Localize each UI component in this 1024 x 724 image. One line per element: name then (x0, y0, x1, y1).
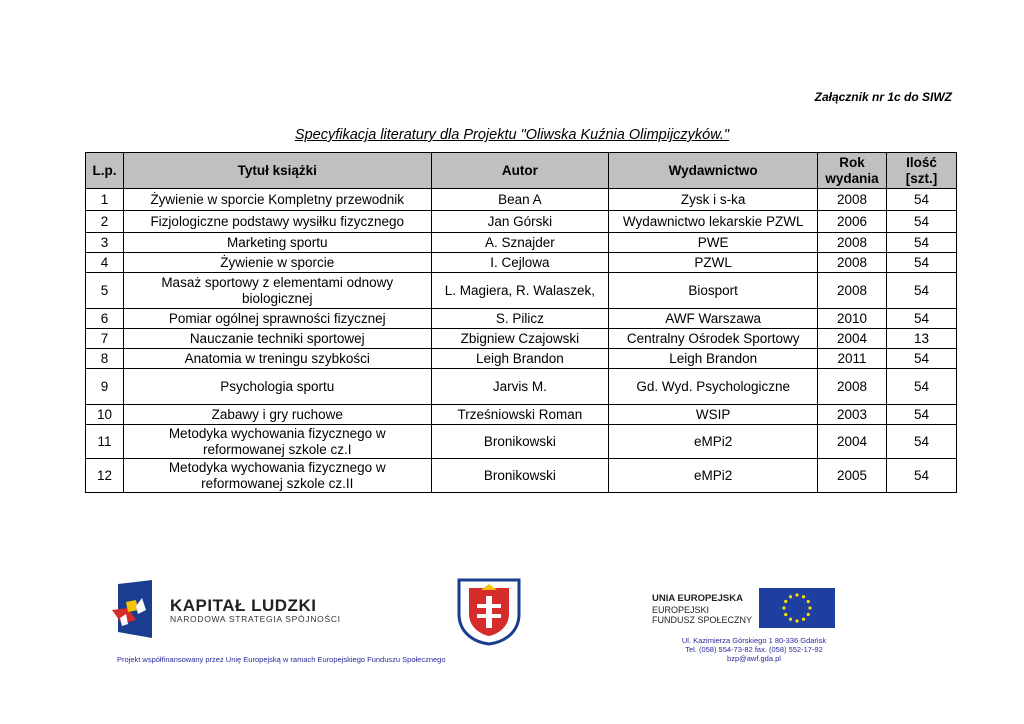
literature-table (85, 152, 957, 493)
kapital-ludzki-subtitle: NARODOWA STRATEGIA SPÓJNOŚCI (170, 614, 341, 624)
table-row (86, 349, 957, 369)
cell-year: 2011 (818, 349, 887, 369)
cell-title: Marketing sportu (123, 233, 431, 253)
table-row (86, 253, 957, 273)
cell-title: Metodyka wychowania fizycznego w reformowanej szkole cz.I (123, 425, 431, 459)
header-qty-line2: [szt.] (905, 170, 938, 186)
cell-author: Zbigniew Czajowski (431, 329, 609, 349)
cell-year: 2005 (818, 459, 887, 493)
cell-author: Trześniowski Roman (431, 405, 609, 425)
kapital-ludzki-name: KAPITAŁ LUDZKI (170, 596, 317, 615)
header-lp: L.p. (86, 153, 124, 189)
cell-title: Zabawy i gry ruchowe (123, 405, 431, 425)
cell-quantity: 13 (887, 329, 957, 349)
cell-title: Anatomia w treningu szybkości (123, 349, 431, 369)
cell-author: Jarvis M. (431, 369, 609, 405)
address-line-1: Ul. Kazimierza Górskiego 1 80-336 Gdańsk (681, 636, 827, 645)
table-row (86, 273, 957, 309)
cell-quantity: 54 (887, 405, 957, 425)
address-email: bzp@awf.gda.pl (727, 654, 781, 663)
eu-fund-label-1: EUROPEJSKI (652, 604, 710, 615)
header-year-line2: wydania (825, 170, 879, 186)
cell-publisher: Gd. Wyd. Psychologiczne (609, 369, 818, 405)
cell-year: 2004 (818, 425, 887, 459)
table-row (86, 459, 957, 493)
eu-star-icon (802, 595, 805, 598)
cell-author: L. Magiera, R. Walaszek, (431, 273, 609, 309)
header-author: Autor (431, 153, 609, 189)
table-row (86, 369, 957, 405)
cell-quantity: 54 (887, 309, 957, 329)
cell-quantity: 54 (887, 189, 957, 211)
cell-publisher: AWF Warszawa (609, 309, 818, 329)
cell-year: 2010 (818, 309, 887, 329)
cell-lp: 7 (86, 329, 124, 349)
eu-star-icon (802, 618, 805, 621)
eu-star-icon (808, 606, 811, 609)
table-row (86, 309, 957, 329)
cell-year: 2004 (818, 329, 887, 349)
eu-star-icon (784, 613, 787, 616)
address-line-2: Tel. (058) 554-73-82 fax. (058) 552-17-92 (685, 645, 823, 654)
cell-lp: 4 (86, 253, 124, 273)
header-publisher: Wydawnictwo (609, 153, 818, 189)
cell-publisher: WSIP (609, 405, 818, 425)
table-row (86, 405, 957, 425)
cell-lp: 5 (86, 273, 124, 309)
cell-quantity: 54 (887, 273, 957, 309)
eu-star-icon (807, 600, 810, 603)
header-year (818, 153, 887, 189)
cell-year: 2008 (818, 189, 887, 211)
cell-year: 2008 (818, 369, 887, 405)
table-row (86, 189, 957, 211)
cell-publisher: Biosport (609, 273, 818, 309)
cell-author: Bronikowski (431, 425, 609, 459)
cell-lp: 12 (86, 459, 124, 493)
cell-author: S. Pilicz (431, 309, 609, 329)
project-cofinancing-note: Projekt współfinansowany przez Unię Europejską w ramach Europejskiego Funduszu Społecznego (117, 655, 446, 664)
cell-publisher: eMPi2 (609, 425, 818, 459)
eu-star-icon (789, 595, 792, 598)
document-title: Specyfikacja literatury dla Projektu "Oliwska Kuźnia Olimpijczyków." (294, 127, 730, 143)
cell-quantity: 54 (887, 349, 957, 369)
cell-title: Żywienie w sporcie Kompletny przewodnik (123, 189, 431, 211)
eu-flag-icon (759, 588, 835, 628)
cell-quantity: 54 (887, 233, 957, 253)
cell-title: Pomiar ogólnej sprawności fizycznej (123, 309, 431, 329)
cell-lp: 9 (86, 369, 124, 405)
cell-publisher: Zysk i s-ka (609, 189, 818, 211)
cell-publisher: PWE (609, 233, 818, 253)
annex-label: Załącznik nr 1c do SIWZ (814, 90, 952, 104)
cell-title: Metodyka wychowania fizycznego w reformowanej szkole cz.II (123, 459, 431, 493)
cell-year: 2003 (818, 405, 887, 425)
cell-quantity: 54 (887, 369, 957, 405)
footer-logos (0, 570, 1024, 724)
cell-title: Psychologia sportu (123, 369, 431, 405)
header-qty-line1: Ilość (906, 154, 937, 170)
table-row (86, 329, 957, 349)
eu-star-icon (784, 600, 787, 603)
cell-publisher: PZWL (609, 253, 818, 273)
cell-author: Bean A (431, 189, 609, 211)
cell-year: 2006 (818, 211, 887, 233)
table-row (86, 211, 957, 233)
eu-star-icon (795, 593, 798, 596)
header-title: Tytuł książki (123, 153, 431, 189)
header-quantity (887, 153, 957, 189)
cell-author: Leigh Brandon (431, 349, 609, 369)
cell-year: 2008 (818, 273, 887, 309)
eu-star-icon (807, 613, 810, 616)
cell-publisher: eMPi2 (609, 459, 818, 493)
contact-address (668, 636, 840, 663)
table-header-row (86, 153, 957, 189)
cell-lp: 6 (86, 309, 124, 329)
eu-star-icon (789, 618, 792, 621)
cell-title: Masaż sportowy z elementami odnowy biologicznej (123, 273, 431, 309)
cell-lp: 8 (86, 349, 124, 369)
cell-author: A. Sznajder (431, 233, 609, 253)
cell-lp: 2 (86, 211, 124, 233)
cell-author: Bronikowski (431, 459, 609, 493)
cell-author: I. Cejlowa (431, 253, 609, 273)
eu-text (652, 594, 752, 626)
cell-lp: 10 (86, 405, 124, 425)
cell-quantity: 54 (887, 253, 957, 273)
cell-publisher: Wydawnictwo lekarskie PZWL (609, 211, 818, 233)
cell-publisher: Centralny Ośrodek Sportowy (609, 329, 818, 349)
cell-quantity: 54 (887, 211, 957, 233)
kapital-ludzki-logo-icon (112, 580, 160, 638)
eu-union-label: UNIA EUROPEJSKA (652, 593, 743, 604)
cell-year: 2008 (818, 253, 887, 273)
gdansk-awf-seal-icon (455, 574, 523, 646)
cell-quantity: 54 (887, 459, 957, 493)
cell-title: Fizjologiczne podstawy wysiłku fizycznego (123, 211, 431, 233)
cell-quantity: 54 (887, 425, 957, 459)
cell-title: Nauczanie techniki sportowej (123, 329, 431, 349)
cell-title: Żywienie w sporcie (123, 253, 431, 273)
cell-lp: 3 (86, 233, 124, 253)
eu-star-icon (795, 619, 798, 622)
eu-fund-label-2: FUNDUSZ SPOŁECZNY (652, 615, 753, 625)
cell-year: 2008 (818, 233, 887, 253)
cell-author: Jan Górski (431, 211, 609, 233)
table-row (86, 233, 957, 253)
cell-lp: 11 (86, 425, 124, 459)
cell-publisher: Leigh Brandon (609, 349, 818, 369)
cell-lp: 1 (86, 189, 124, 211)
table-row (86, 425, 957, 459)
eu-star-icon (782, 606, 785, 609)
header-year-line1: Rok (839, 154, 865, 170)
